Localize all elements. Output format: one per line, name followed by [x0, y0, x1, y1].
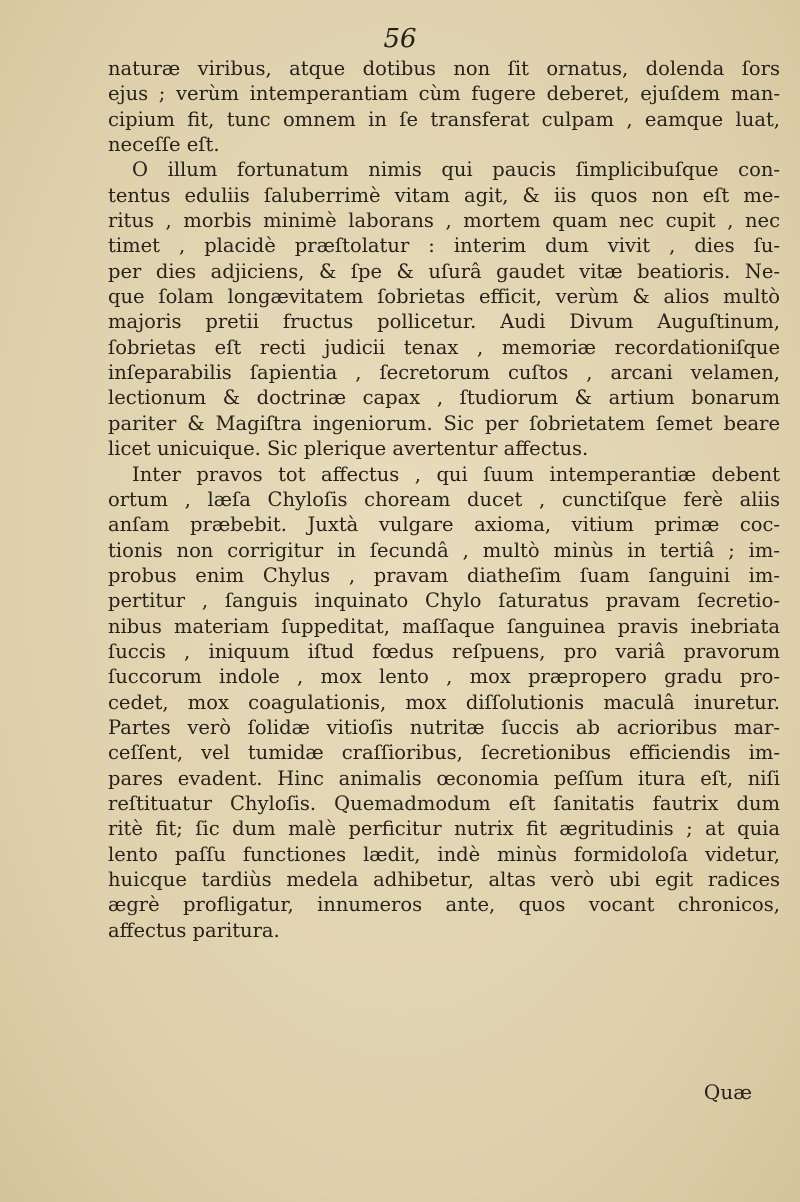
catchword: Quæ [703, 1080, 752, 1104]
text-line: probus enim Chylus , pravam diatheſim ſuam ſanguini im- [108, 563, 780, 587]
text-line: Inter pravos tot affectus , qui ſuum intemperantiæ debent [132, 462, 780, 486]
text-line: ſuccis , iniquum iſtud fœdus reſpuens, pro variâ pravorum [108, 639, 780, 663]
text-line: ortum , læſa Chyloſis choream ducet , cunctiſque ferè aliis [108, 487, 780, 511]
text-line: affectus paritura. [108, 918, 280, 942]
text-line: per dies adjiciens, & ſpe & uſurâ gaudet vitæ beatioris. Ne- [108, 259, 780, 283]
text-line: inſeparabilis ſapientia , ſecretorum cuſtos , arcani velamen, [108, 361, 780, 385]
text-line: Partes verò ſolidæ vitioſis nutritæ ſuccis ab acrioribus mar- [108, 715, 780, 739]
text-line: lento paſſu functiones lædit, indè minùs formidoloſa videtur, [108, 842, 780, 866]
text-line: pares evadent. Hinc animalis œconomia peſſum itura eſt, niſi [108, 766, 780, 790]
text-line: ſuccorum indole , mox lento , mox præpropero gradu pro- [108, 665, 780, 689]
text-line: ritus , morbis minimè laborans , mortem quam nec cupit , nec [108, 209, 780, 233]
text-line: pariter & Magiſtra ingeniorum. Sic per ſobrietatem ſemet beare [108, 411, 780, 435]
text-line: timet , placidè præſtolatur : interim dum vivit , dies ſu- [108, 234, 780, 258]
text-line: que ſolam longævitatem ſobrietas efficit, verùm & alios multò [108, 285, 780, 309]
text-line: ritè fit; ſic dum malè perficitur nutrix fit ægritudinis ; at quia [108, 817, 780, 841]
text-line: tentus eduliis ſaluberrimè vitam agit, & iis quos non eſt me- [108, 183, 780, 207]
text-line: ceſſent, vel tumidæ craſſioribus, ſecretionibus efficiendis im- [108, 741, 780, 765]
page-number: 56 [383, 24, 417, 54]
text-line: majoris pretii fructus pollicetur. Audi Divum Auguſtinum, [108, 310, 780, 334]
text-line: ægrè profligatur, innumeros ante, quos vocant chronicos, [108, 893, 780, 917]
text-line: lectionum & doctrinæ capax , ſtudiorum & artium bonarum [108, 386, 780, 410]
text-line: neceſſe eſt. [108, 133, 220, 157]
text-line: nibus materiam ſuppeditat, maſſaque ſanguinea pravis inebriata [108, 614, 780, 638]
body-text [108, 56, 780, 943]
text-line: cedet, mox coagulationis, mox diſſolutionis maculâ inuretur. [108, 690, 780, 714]
text-line: huicque tardiùs medela adhibetur, altas verò ubi egit radices [108, 868, 780, 891]
text-line: naturæ viribus, atque dotibus non ſit ornatus, dolenda ſors [108, 57, 780, 80]
text-line: ſobrietas eſt recti judicii tenax , memoriæ recordationiſque [108, 335, 780, 359]
text-line: ejus ; verùm intemperantiam cùm fugere deberet, ejuſdem man- [108, 82, 780, 106]
text-line: licet unicuique. Sic plerique avertentur affectus. [108, 437, 589, 461]
text-line: reſtituatur Chyloſis. Quemadmodum eſt ſanitatis fautrix dum [108, 791, 780, 815]
text-line: pertitur , ſanguis inquinato Chylo ſaturatus pravam ſecretio- [108, 589, 780, 613]
text-line: cipium fit, tunc omnem in ſe transferat culpam , eamque luat, [108, 107, 780, 131]
text-line: O illum fortunatum nimis qui paucis ſimplicibuſque con- [132, 158, 780, 182]
text-line: tionis non corrigitur in ſecundâ , multò minùs in tertiâ ; im- [108, 538, 780, 562]
text-line: anſam præbebit. Juxtà vulgare axioma, vitium primæ coc- [108, 513, 780, 537]
